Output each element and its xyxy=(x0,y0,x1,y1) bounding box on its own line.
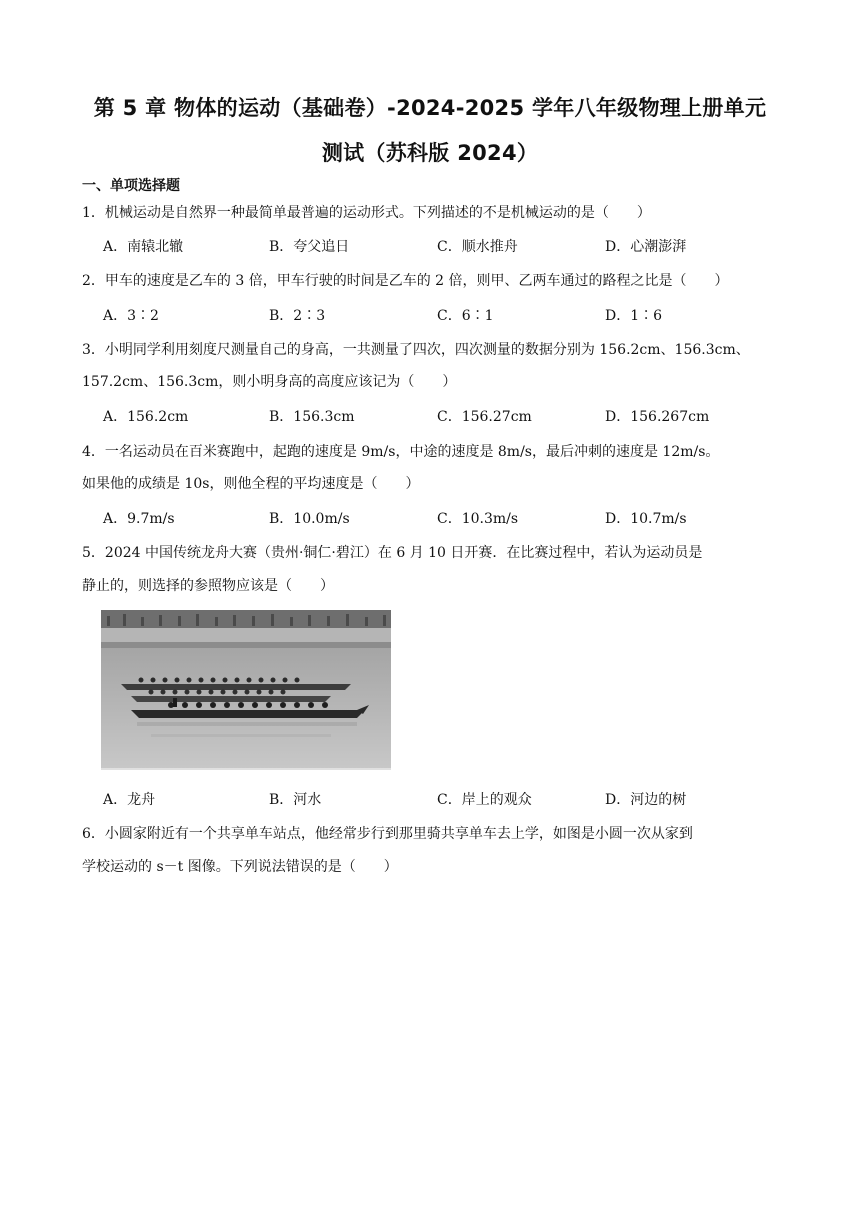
question-2-option-b: B．2∶3 xyxy=(269,308,326,324)
question-3-text-line2: 157.2cm、156.3cm，则小明身高的高度应该记为（ ） xyxy=(82,374,457,390)
question-3-option-d: D．156.267cm xyxy=(605,409,710,425)
question-6-text-line1: 6．小圆家附近有一个共享单车站点，他经常步行到那里骑共享单车去上学，如图是小圆一次从家到 xyxy=(82,826,693,842)
question-1-option-a: A．南辕北辙 xyxy=(103,239,184,255)
question-5-option-a: A．龙舟 xyxy=(103,792,156,808)
question-1-option-c: C．顺水推舟 xyxy=(437,239,518,255)
question-3-text-line1: 3．小明同学利用刻度尺测量自己的身高，一共测量了四次，四次测量的数据分别为 156.2cm、156.3cm、 xyxy=(82,342,750,358)
question-4-option-c: C．10.3m/s xyxy=(437,511,519,527)
question-4-option-a: A．9.7m/s xyxy=(103,511,175,527)
question-5-text-line2: 静止的，则选择的参照物应该是（ ） xyxy=(82,578,334,594)
question-2-option-c: C．6∶1 xyxy=(437,308,494,324)
question-3-option-c: C．156.27cm xyxy=(437,409,532,425)
dragon-boat-photo xyxy=(101,610,391,770)
section-heading: 一、单项选择题 xyxy=(82,178,180,194)
question-4-text-line2: 如果他的成绩是 10s，则他全程的平均速度是（ ） xyxy=(82,476,420,492)
question-2-text: 2．甲车的速度是乙车的 3 倍，甲车行驶的时间是乙车的 2 倍，则甲、乙两车通过的路程之比是（ ） xyxy=(82,273,729,289)
question-5-option-b: B．河水 xyxy=(269,792,322,808)
question-2-option-a: A．3∶2 xyxy=(103,308,159,324)
question-2-option-d: D．1∶6 xyxy=(605,308,663,324)
question-3-option-a: A．156.2cm xyxy=(103,409,189,425)
page-title-line1: 第 5 章 物体的运动（基础卷）-2024-2025 学年八年级物理上册单元 xyxy=(93,96,767,120)
question-1-text: 1．机械运动是自然界一种最简单最普遍的运动形式。下列描述的不是机械运动的是（ ） xyxy=(82,205,651,221)
question-4-option-b: B．10.0m/s xyxy=(269,511,350,527)
question-1-option-d: D．心潮澎湃 xyxy=(605,239,687,255)
question-4-text-line1: 4．一名运动员在百米赛跑中，起跑的速度是 9m/s，中途的速度是 8m/s，最后冲刺的速度是 12m/s。 xyxy=(82,444,720,460)
question-4-option-d: D．10.7m/s xyxy=(605,511,687,527)
question-5-option-c: C．岸上的观众 xyxy=(437,792,532,808)
page-title-line2: 测试（苏科版 2024） xyxy=(321,141,539,165)
question-5-option-d: D．河边的树 xyxy=(605,792,687,808)
question-3-option-b: B．156.3cm xyxy=(269,409,355,425)
question-5-text-line1: 5．2024 中国传统龙舟大赛（贵州·铜仁·碧江）在 6 月 10 日开赛．在比赛过程中，若认为运动员是 xyxy=(82,545,703,561)
question-6-text-line2: 学校运动的 s－t 图像。下列说法错误的是（ ） xyxy=(82,859,398,875)
question-1-option-b: B．夸父追日 xyxy=(269,239,350,255)
